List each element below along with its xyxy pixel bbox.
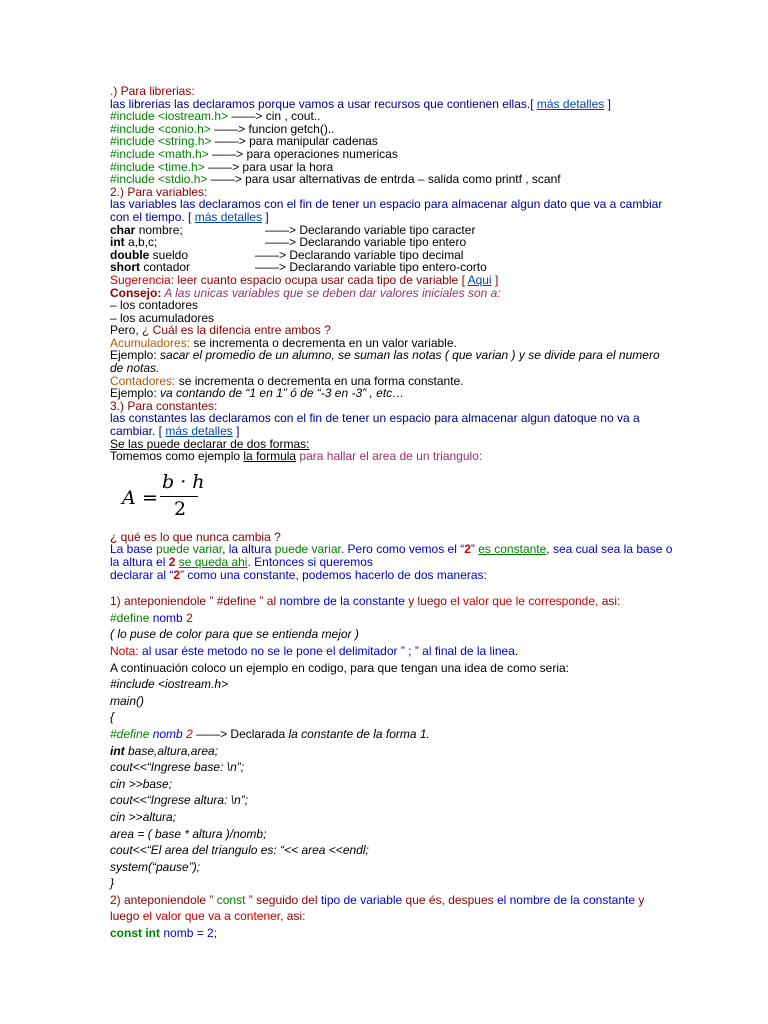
constants-more-link[interactable]: más detalles: [165, 424, 233, 439]
variable-row: short contador ——> Declarando variable tipo entero-corto: [110, 260, 487, 275]
variables-description: las variables las declaramos con el fin de tener un espacio para almacenar algun dato que va a cambiar: [110, 197, 663, 212]
include-row: #include <stdio.h> ——> para usar alternativas de entrda – salida como printf , scanf: [110, 172, 561, 187]
variable-row: double sueldo ——> Declarando variable tipo decimal: [110, 247, 464, 262]
code-line: system(“pause”);: [110, 859, 201, 874]
code-line: cin >>altura;: [110, 809, 177, 824]
code-line: area = ( base * altura )/nomb;: [110, 826, 267, 841]
variables-more-link[interactable]: más detalles: [194, 209, 263, 224]
question-line: Pero, ¿ Cuál es la difencia entre ambos ?: [110, 323, 331, 338]
suggestion-line: Sugerencia: leer cuanto espacio ocupa usar cada tipo de variable [ Aqui ]: [110, 272, 499, 287]
code-line: }: [110, 876, 115, 891]
code-line: main(): [110, 693, 145, 708]
section-variables: [110, 184, 663, 401]
method-two-line-cont: luego el valor que va a contener, asi:: [110, 909, 306, 924]
constants-description: las constantes las declaramos con el fin de tener un espacio para almacenar algun datoque no va a: [110, 411, 640, 426]
counters-line: Contadores: se incrementa o decrementa en una forma constante.: [110, 373, 464, 388]
code-line: #include <iostream.h>: [110, 677, 229, 692]
question-line: ¿ qué es lo que nunca cambia ?: [110, 529, 281, 544]
code-line: cin >>base;: [110, 776, 173, 791]
color-note: ( lo puse de color para que se entienda mejor ): [110, 627, 359, 642]
include-row: #include <string.h> ——> para manipular cadenas: [110, 134, 378, 149]
variables-description-cont: con el tiempo. [ más detalles ]: [110, 209, 269, 224]
formula-denominator: 2: [174, 497, 187, 520]
method-one-line: 1) anteponiendole ” #define ” al nombre de la constante y luego el valor que le corresponde, asi:: [110, 594, 621, 609]
libraries-more-link[interactable]: más detalles: [536, 96, 605, 111]
include-row: #include <math.h> ——> para operaciones numericas: [110, 146, 398, 161]
code-intro-line: A continuación coloco un ejemplo en codigo, para que tengan una idea de como seria:: [110, 660, 569, 675]
constants-description-cont: cambiar. [ más detalles ]: [110, 424, 240, 439]
list-item: – los acumuladores: [110, 310, 215, 325]
code-line: cout<<“El area del triangulo es: “<< area <<endl;: [110, 843, 369, 858]
constants-heading: 3.) Para constantes:: [110, 398, 218, 413]
include-row: #include <iostream.h> ——> cin , cout..: [110, 109, 321, 124]
code-block: [110, 676, 658, 892]
list-item: – los contadores: [110, 298, 199, 313]
method-two-line: 2) anteponiendole ” const ” seguido del tipo de variable que és, despues el nombre de la constante y: [110, 892, 645, 907]
triangle-area-formula: [110, 469, 658, 527]
section-method-one: [110, 593, 658, 941]
code-line: cout<<“Ingrese altura: \n”;: [110, 793, 249, 808]
example-intro-line: Tomemos como ejemplo la formula para hallar el area de un triangulo:: [110, 449, 483, 464]
document-body: [110, 84, 673, 942]
code-line: int base,altura,area;: [110, 743, 219, 758]
suggestion-link[interactable]: Aqui: [467, 272, 492, 287]
note-line: Nota: al usar éste metodo no se le pone el delimitador ” ; ” al final de la linea.: [110, 643, 519, 658]
explanation-line: declarar al “2” como una constante, podemos hacerlo de dos maneras:: [110, 567, 487, 582]
example-line-cont: de notas.: [110, 361, 160, 376]
formula-equals: =: [142, 486, 158, 509]
tip-line: Consejo: A las unicas variables que se deben dar valores iniciales son a:: [110, 285, 501, 300]
section-constants: [110, 398, 673, 582]
include-row: #include <conio.h> ——> funcion getch()..: [110, 121, 335, 136]
include-row: #include <time.h> ——> para usar la hora: [110, 159, 334, 174]
define-example: #define nomb 2: [110, 610, 193, 625]
explanation-line: La base puede variar, la altura puede variar. Pero como vemos el “2” es constante, sea cual sea la base o: [110, 542, 673, 557]
explanation-line: la altura el 2 se queda ahi. Entonces si queremos: [110, 555, 373, 569]
example-line: Ejemplo: va contando de “1 en 1” ó de “-3 en -3” , etc…: [110, 386, 405, 401]
const-example: const int nomb = 2;: [110, 926, 218, 941]
formula-variable-a: A: [122, 486, 136, 509]
variables-heading: 2.) Para variables:: [110, 184, 208, 199]
libraries-description: las librerias las declaramos porque vamos a usar recursos que contienen ellas.[ más detalles ]: [110, 96, 611, 111]
code-line: cout<<“Ingrese base: \n”;: [110, 760, 245, 775]
example-line: Ejemplo: sacar el promedio de un alumno, se suman las notas ( que varian ) y se divide para el numero: [110, 348, 660, 363]
forms-line: Se las puede declarar de dos formas:: [110, 436, 310, 451]
variable-row: char nombre; ——> Declarando variable tipo caracter: [110, 222, 476, 237]
section-libraries: [110, 85, 658, 186]
formula-numerator: b · h: [162, 470, 205, 493]
variable-row: int a,b,c; ——> Declarando variable tipo entero: [110, 235, 467, 250]
code-line: {: [110, 710, 115, 725]
code-line: #define nomb 2 ——> Declarada la constante de la forma 1.: [110, 726, 430, 741]
accumulators-line: Acumuladores: se incrementa o decrementa en un valor variable.: [110, 335, 457, 350]
libraries-heading: .) Para librerias:: [110, 84, 195, 98]
